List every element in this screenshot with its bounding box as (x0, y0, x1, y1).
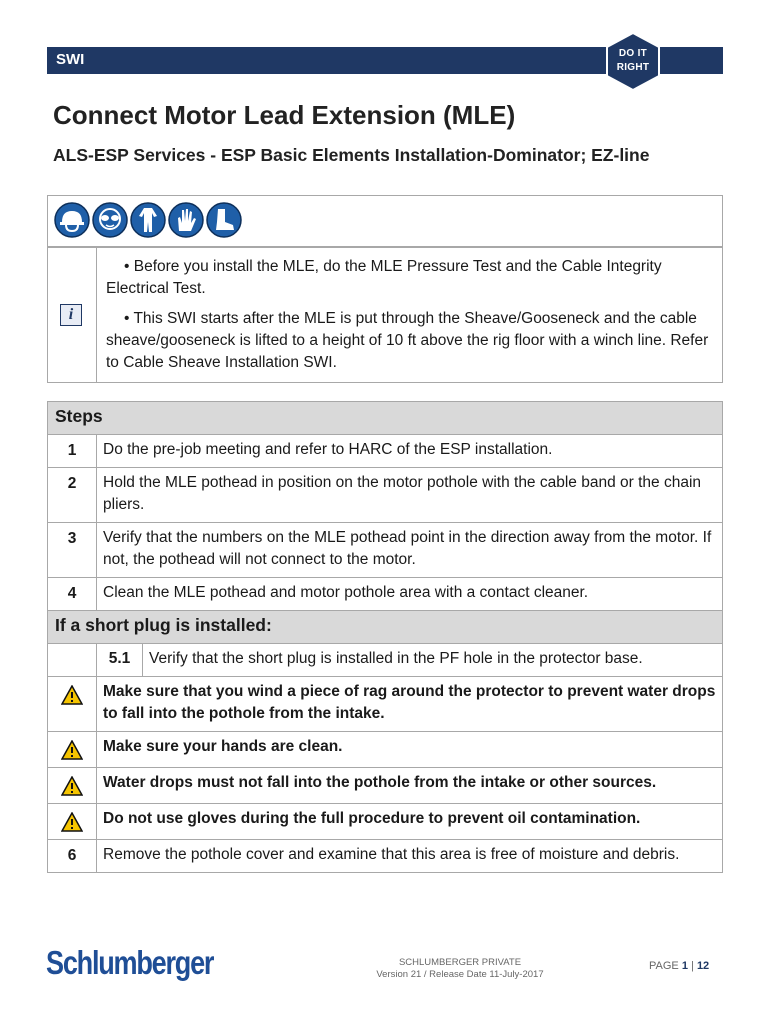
page-separator: | (691, 960, 694, 972)
step-text: Clean the MLE pothead and motor pothole area with a contact cleaner. (97, 578, 723, 611)
step-number: 4 (48, 578, 97, 611)
warning-icon-cell (48, 732, 97, 768)
warning-icon (61, 776, 83, 796)
info-box (47, 247, 723, 383)
warning-icon-cell (48, 768, 97, 804)
warning-text: Do not use gloves during the full procedure to prevent oil contamination. (97, 804, 723, 840)
conditional-heading-row (48, 611, 723, 644)
step-row (48, 523, 723, 578)
step-text: Verify that the numbers on the MLE pothead point in the direction away from the motor. If not, the pothead will not connect to the motor. (97, 523, 723, 578)
step-number: 3 (48, 523, 97, 578)
page-subtitle: ALS-ESP Services - ESP Basic Elements Installation-Dominator; EZ-line (53, 145, 650, 165)
footer-info (340, 957, 580, 981)
warning-row (48, 677, 723, 732)
warning-text: Make sure your hands are clean. (97, 732, 723, 768)
version-label: Version 21 / Release Date 11-July-2017 (376, 969, 544, 980)
warning-icon (61, 812, 83, 832)
warning-icon-cell (48, 804, 97, 840)
warning-row (48, 732, 723, 768)
step-row (48, 578, 723, 611)
step-row (48, 840, 723, 873)
info-icon-cell (48, 248, 97, 382)
substep-number: 5.1 (97, 644, 143, 677)
hard-hat-icon (54, 202, 90, 238)
step-text: Do the pre-job meeting and refer to HARC of the ESP installation. (97, 435, 723, 468)
warning-icon-cell (48, 677, 97, 732)
warning-text: Water drops must not fall into the pothole from the intake or other sources. (97, 768, 723, 804)
info-notes (106, 256, 712, 382)
page-current: 1 (681, 960, 688, 972)
substep-row (48, 644, 723, 677)
warning-row (48, 768, 723, 804)
do-it-right-badge (606, 32, 660, 91)
company-logo: Schlumberger (46, 944, 214, 981)
badge-line2: RIGHT (616, 62, 650, 73)
info-note-text: Before you install the MLE, do the MLE Pressure Test and the Cable Integrity Electrical Test. (106, 258, 662, 297)
step-text: Hold the MLE pothead in position on the motor pothole with the cable band or the chain pliers. (97, 468, 723, 523)
safety-glasses-icon (92, 202, 128, 238)
page-prefix: PAGE (649, 960, 679, 972)
step-text: Remove the pothole cover and examine that this area is free of moisture and debris. (97, 840, 723, 873)
page-number (649, 960, 709, 972)
ppe-box (47, 195, 723, 247)
steps-heading-row (48, 402, 723, 435)
conditional-heading: If a short plug is installed: (48, 611, 723, 644)
step-row (48, 435, 723, 468)
info-icon: i (60, 304, 82, 326)
step-number: 6 (48, 840, 97, 873)
safety-boots-icon (206, 202, 242, 238)
warning-row (48, 804, 723, 840)
classification-label: SCHLUMBERGER PRIVATE (398, 957, 522, 968)
info-note: • This SWI starts after the MLE is put through the Sheave/Gooseneck and the cable sheave/gooseneck is lifted to a height of 10 ft above the rig floor with a winch line. Refer to Cable Sheave Installation SWI. (106, 310, 709, 371)
warning-icon (61, 740, 83, 760)
badge-line1: DO IT (618, 48, 648, 59)
info-note: • Before you install the MLE, do the MLE Pressure Test and the Cable Integrity Electrical Test. (106, 258, 662, 297)
steps-table (47, 401, 723, 873)
info-note-text: This SWI starts after the MLE is put through the Sheave/Gooseneck and the cable sheave/gooseneck is lifted to a height of 10 ft above the rig floor with a winch line. Refer to Cable Sheave Installation SWI. (106, 310, 709, 371)
section-label: SWI (56, 51, 85, 68)
step-row (48, 468, 723, 523)
page-title: Connect Motor Lead Extension (MLE) (53, 100, 516, 130)
substep-text: Verify that the short plug is installed in the PF hole in the protector base. (143, 644, 723, 677)
step-number: 1 (48, 435, 97, 468)
warning-text: Make sure that you wind a piece of rag around the protector to prevent water drops to fall into the pothole from the intake. (97, 677, 723, 732)
step-number: 2 (48, 468, 97, 523)
gloves-icon (168, 202, 204, 238)
steps-heading: Steps (48, 402, 723, 435)
coverall-icon (130, 202, 166, 238)
warning-icon (61, 685, 83, 705)
substep-indent (48, 644, 97, 677)
page-total: 12 (696, 960, 710, 972)
